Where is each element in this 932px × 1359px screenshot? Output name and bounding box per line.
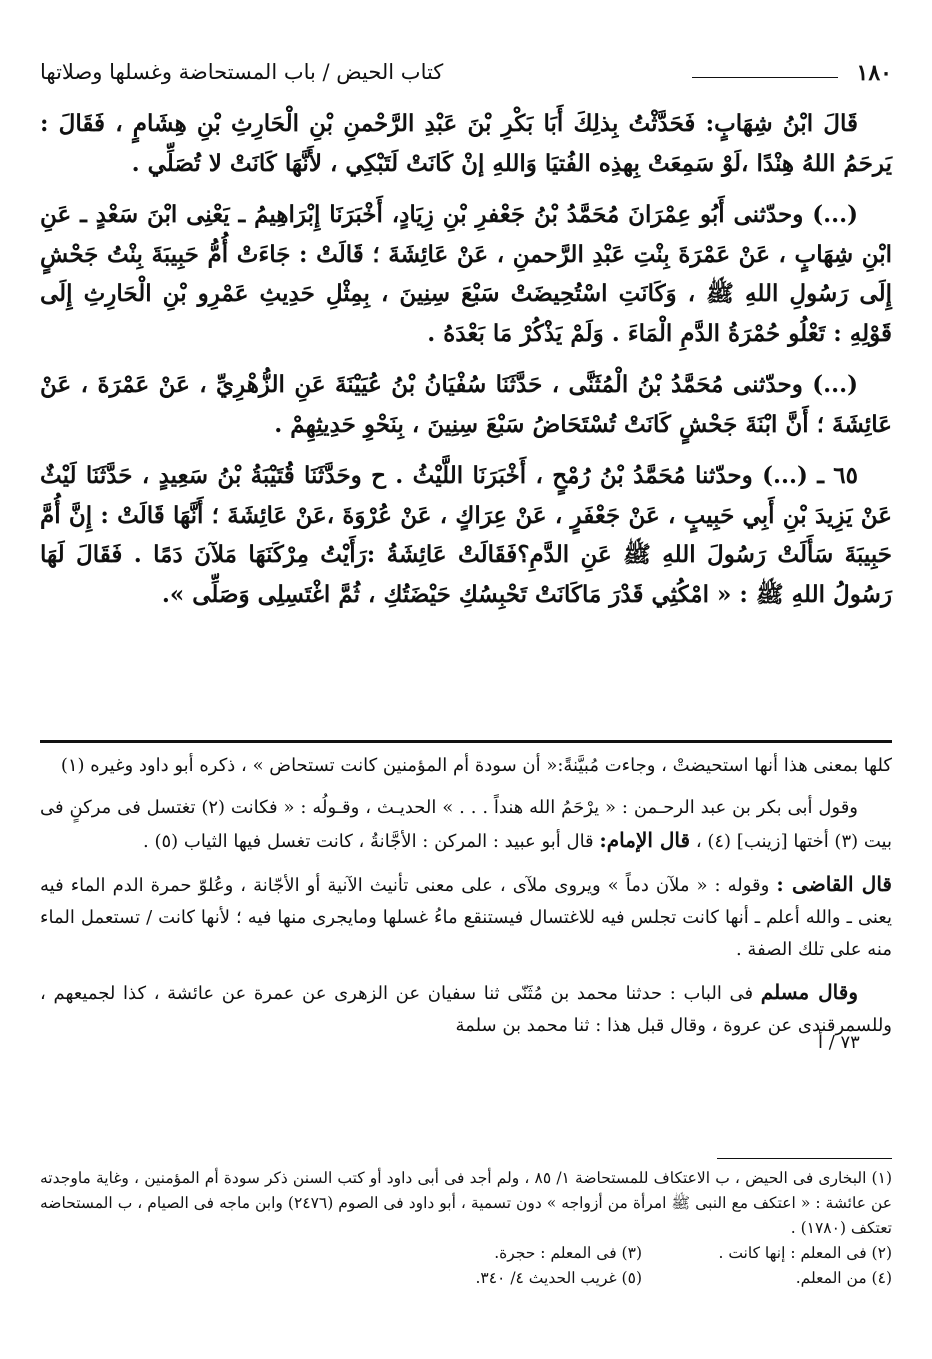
footnote-rule (717, 1158, 892, 1159)
footnote-5: (٥) غريب الحديث ٤/ ٣٤٠. (475, 1269, 642, 1287)
footnotes (40, 1166, 892, 1336)
footnote-4: (٤) من المعلم. (795, 1269, 892, 1287)
speaker-label: قال الإمام: (599, 828, 691, 852)
hadith-paragraph-1: قَالَ ابْنُ شِهَابٍ: فَحَدَّثْتُ بِذلِكَ أَبَا بَكْرِ بْنَ عَبْدِ الرَّحْمنِ بْنِ الْحَارِثِ بْنِ هِشَامٍ ، فَقَالَ : يَرحَمُ اللهُ هِنْدًا ،لَوْ سَمِعَتْ بِهذِه الفُتيَا وَاللهِ إنْ كَانَتْ لَتَبْكِي ، لأَنَّهَا كَانَتْ لا تُصَلِّي . (40, 110, 892, 177)
footnote-1: (١) البخارى فى الحيض ، ب الاعتكاف للمستحاضة ١/ ٨٥ ، ولم أجد فى أبى داود أو كتب السنن ذكر سودة أم المؤمنين ، وغاية ماوجدته عن عائشة : « اعتكف مع النبى ﷺ امرأة من أزواجه » دون تسمية ، أبو داود فى الصوم (٢٤٧٦) وابن ماجه فى الصيام ، ب المستحاضه تعتكف (١٧٨٠) . (40, 1169, 893, 1237)
running-header (40, 56, 892, 90)
footnote-2: (٢) فى المعلم : إنها كانت . (718, 1244, 892, 1262)
commentary-text: وقول أبى بكر بن عبد الرحـمن : « يرْحَمُ الله هنداً . . . » الحديـث ، وقـولُه : « فكانت (٢) تغتسل فى مركنٍ فى بيت (٣) أختها [زينب] (٤) ، (40, 797, 892, 852)
commentary (40, 750, 892, 1158)
commentary-paragraph-4 (40, 976, 892, 1042)
commentary-text: فى الباب : حدثنا محمد بن مُثَنّى ثنا سفيان عن الزهرى عن عمرة عن عائشة ، كذا لجميعهم ، وللسمرقندى عن عروة ، وقال قبل هذا : ثنا محمد بن سلمة (40, 983, 892, 1036)
footnote-row (40, 1266, 892, 1291)
speaker-label: قال القاضى : (776, 872, 892, 896)
manuscript-folio-note: ٧٣ / أ (818, 1032, 860, 1053)
commentary-paragraph-3 (40, 868, 892, 966)
commentary-paragraph-2 (40, 792, 892, 858)
hadith-paragraph-2: (...) وحدّثنى أَبُو عِمْرَانَ مُحَمَّدُ بْنُ جَعْفرِ بْنِ زِيَادٍ، أَخْبَرَنَا إِبْرَاهِيمُ ـ يَعْنِى ابْنَ سَعْدٍ ـ عَنِ ابْنِ شِهَابٍ ، عَنْ عَمْرَةَ بِنْتِ عَبْدِ الرَّحمنِ ، عَنْ عَائِشَةَ ؛ قَالَتْ : جَاءَتْ أُمُّ حَبِيبَةَ بِنْتُ جَحْشٍ إِلَى رَسُولِ اللهِ ﷺ ، وَكَانَتِ اسْتُحِيضَتْ سَبْعَ سِنِينَ ، بِمِثْلِ حَدِيثِ عَمْرِو بْنِ الْحَارِثِ إِلَى قَوْلِهِ : تَعْلُو حُمْرَةُ الدَّمِ الْمَاءَ . وَلَمْ يَذْكُرْ مَا بَعْدَهُ . (40, 201, 892, 347)
footnote-3: (٣) فى المعلم : حجرة. (494, 1244, 642, 1262)
commentary-text: وقوله : « ملآن دماً » ويروى ملآى ، على معنى تأنيث الآنية أو الأجّانة ، وعُلوّ حمرة الدم الماء فيه يعنى ـ والله أعلم ـ أنها كانت تجلس فيه للاغتسال فيستنقع ماءُ غسلها ومايجرى منها فيه ؛ لأنها كانت / تستعمل الماء منه على تلك الصفة . (40, 875, 892, 960)
commentary-paragraph-1: كلها بمعنى هذا أنها استحيضتْ ، وجاءت مُبيَّنةً:« أن سودة أم المؤمنين كانت تستحاض » ، ذكره أبو داود وغيره (١) (60, 755, 892, 776)
commentary-separator (40, 740, 892, 743)
hadith-text (40, 104, 892, 726)
footnote-row (40, 1241, 892, 1266)
hadith-paragraph-3: (...) وحدّثنى مُحَمَّدُ بْنُ الْمُثَنَّى ، حَدَّثَنَا سُفْيَانُ بْنُ عُيَيْنَةَ عَنِ الزُّهْرِيِّ ، عَنْ عَمْرَةَ ، عَنْ عَائِشَةَ ؛ أَنَّ ابْنَةَ جَحْشٍ كَانَتْ تُسْتَحَاضُ سَبْعَ سِنِينَ ، بِنَحْوِ حَدِيثِهِمْ . (40, 371, 892, 438)
chapter-title: كتاب الحيض / باب المستحاضة وغسلها وصلاتها (40, 60, 444, 84)
hadith-paragraph-4: ٦٥ ـ (...) وحدّثنا مُحَمَّدُ بْنُ رُمْحٍ ، أَخْبَرَنَا اللَّيْثُ . ح وحَدَّثَنَا قُتَيْبَةُ بْنُ سَعِيدٍ ، حَدَّثَنَا لَيْثٌ عَنْ يَزِيدَ بْنِ أَبِي حَبِيبٍ ، عَنْ جَعْفَرٍ ، عَنْ عِرَاكٍ ، عَنْ عُرْوَةَ ،عَنْ عَائِشَةَ ؛ أَنَّهَا قَالَتْ : إِنَّ أُمَّ حَبِيبَةَ سَأَلَتْ رَسُولَ اللهِ ﷺ عَنِ الدَّمِ؟فَقَالَتْ عَائِشَةُ :رَأَيْتُ مِرْكَنَهَا مَلآنَ دَمًا . فَقَالَ لَهَا رَسُولُ اللهِ ﷺ : « امْكُثِي قَدْرَ مَاكَانَتْ تَحْبِسُكِ حَيْضَتُكِ ، ثُمَّ اغْتَسِلِى وَصَلِّى ». (40, 462, 892, 608)
header-rule (692, 77, 838, 78)
speaker-label: وقال مسلم (760, 980, 858, 1004)
commentary-text: قال أبو عبيد : المركن : الأجَّانةُ ، كانت تغسل فيها الثياب (٥) . (143, 831, 594, 852)
page-number: ١٨٠ (856, 60, 892, 86)
